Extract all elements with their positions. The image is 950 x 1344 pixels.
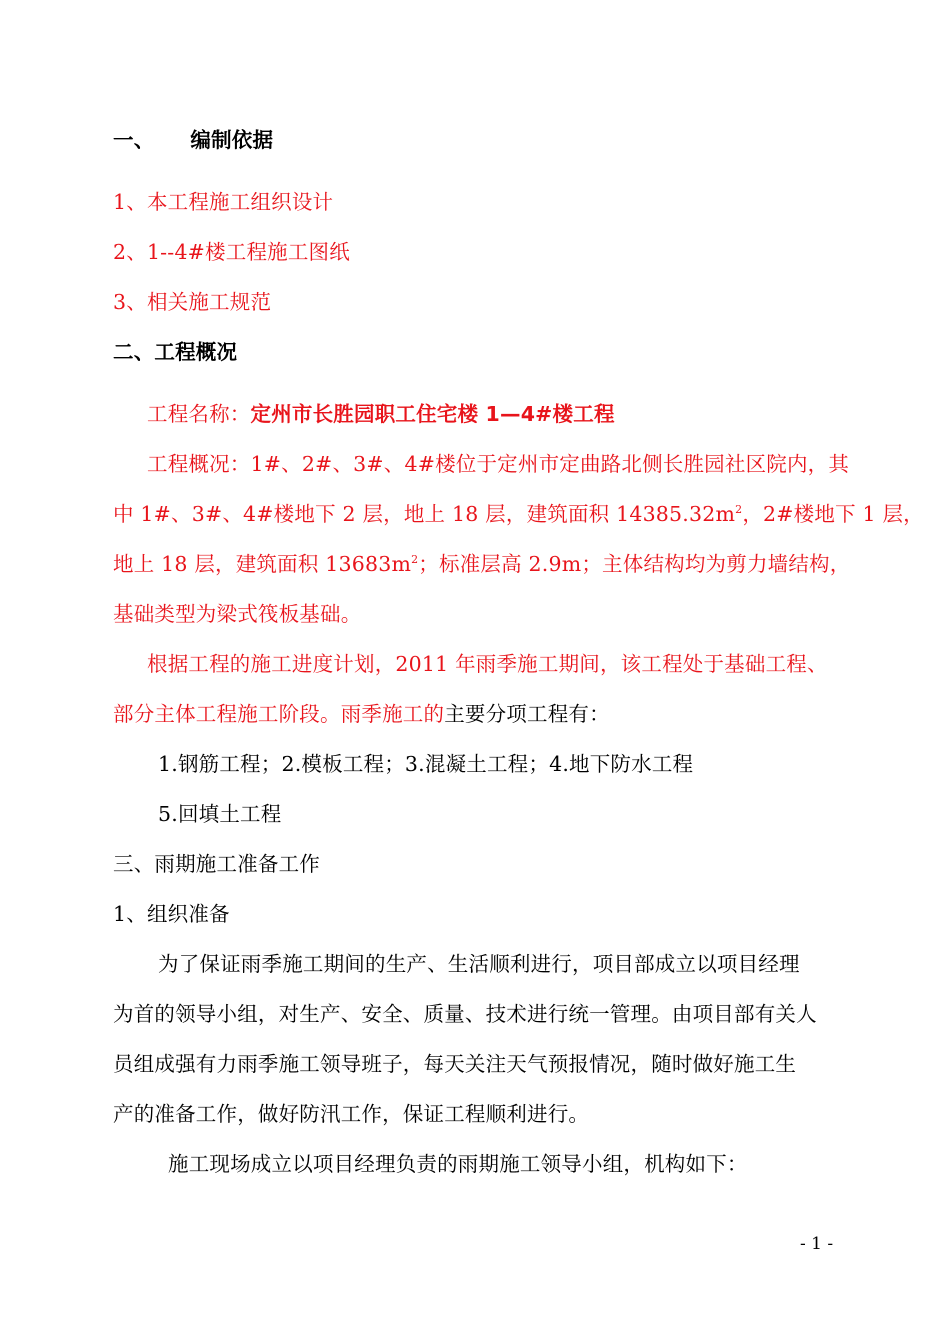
works-list-line-2: 5.回填土工程 [158, 802, 282, 826]
section-1-heading [113, 125, 273, 155]
org-paragraph-line-3: 员组成强有力雨季施工领导班子，每天关注天气预报情况，随时做好施工生 [113, 1052, 797, 1076]
org-paragraph-line-4: 产的准备工作，做好防汛工作，保证工程顺利进行。 [113, 1102, 590, 1126]
overview-line-2: 中 1#、3#、4#楼地下 2 层，地上 18 层，建筑面积 $14385.32m^2$，2#楼地下 1 层， [113, 502, 924, 526]
basis-item-3: 3、相关施工规范 [113, 290, 272, 314]
section-3-heading: 三、雨期施工准备工作 [113, 852, 320, 876]
schedule-line-2: 部分主体工程施工阶段。雨季施工的主要分项工程有： [113, 702, 610, 726]
org-paragraph-line-1: 为了保证雨季施工期间的生产、生活顺利进行，项目部成立以项目经理 [158, 952, 800, 976]
section-2-heading: 二、工程概况 [113, 340, 238, 364]
subsection-organization: 1、组织准备 [113, 902, 230, 926]
section-1-title: 编制依据 [190, 128, 274, 152]
basis-item-1: 1、本工程施工组织设计 [113, 190, 334, 214]
org-paragraph-line-2: 为首的领导小组，对生产、安全、质量、技术进行统一管理。由项目部有关人 [113, 1002, 817, 1026]
project-name-value: 定州市长胜园职工住宅楼 1—4#楼工程 [250, 402, 615, 426]
org-structure-line: 施工现场成立以项目经理负责的雨期施工领导小组，机构如下： [168, 1152, 748, 1176]
overview-line-3: 地上 18 层，建筑面积 $13683m^2$；标准层高 2.9m；主体结构均为剪力墙结构， [113, 552, 851, 576]
project-name [147, 399, 615, 429]
basis-item-2: 2、1--4#楼工程施工图纸 [113, 240, 350, 264]
section-1-number: 一、 [113, 128, 155, 152]
project-name-label: 工程名称： [147, 402, 251, 426]
schedule-line-1: 根据工程的施工进度计划，2011 年雨季施工期间，该工程处于基础工程、 [147, 652, 828, 676]
page-number: - 1 - [800, 1234, 834, 1254]
works-list-line-1: 1.钢筋工程；2.模板工程；3.混凝土工程；4.地下防水工程 [158, 752, 694, 776]
overview-line-1: 工程概况：1#、2#、3#、4#楼位于定州市定曲路北侧长胜园社区院内，其 [147, 452, 850, 476]
overview-line-4: 基础类型为梁式筏板基础。 [113, 602, 362, 626]
